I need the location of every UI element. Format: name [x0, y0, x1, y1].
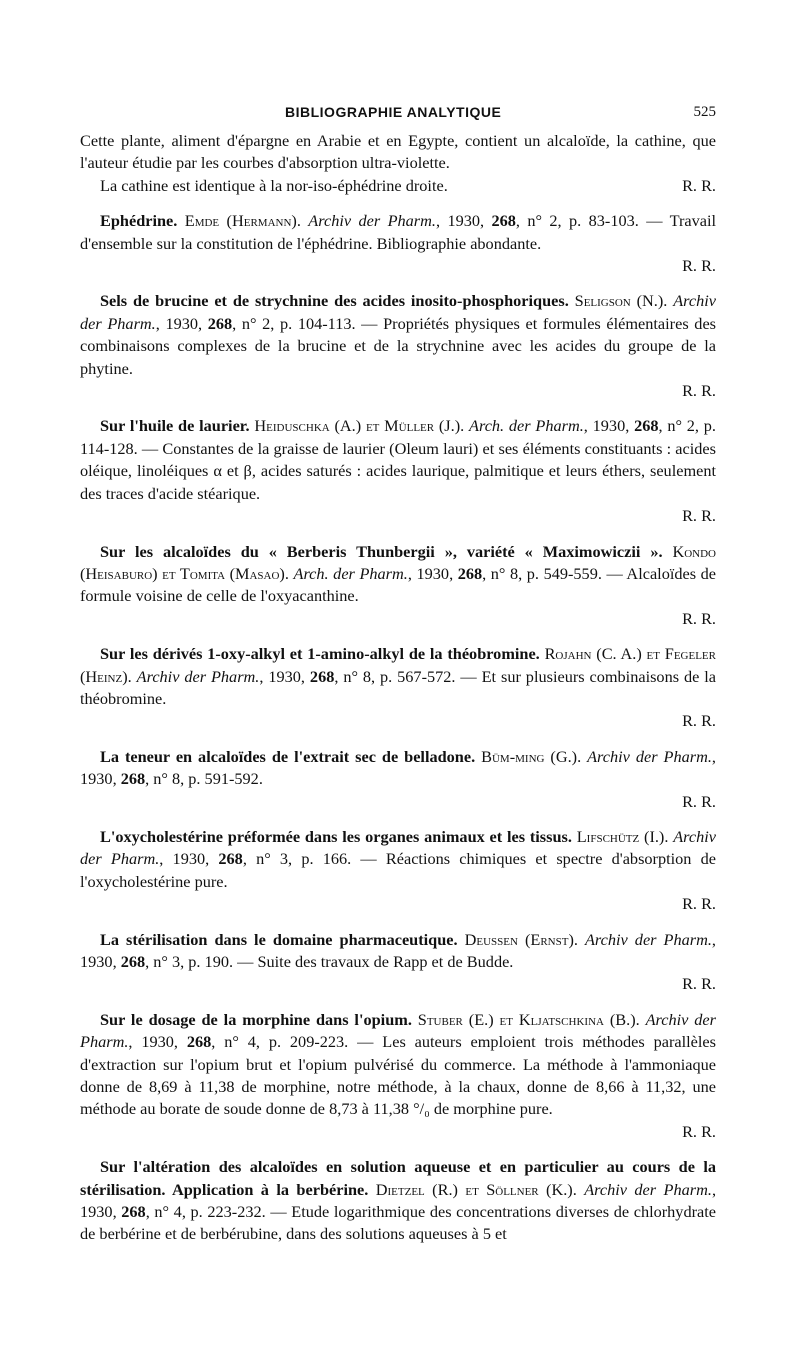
entry-pre: , 1930,	[128, 1032, 187, 1052]
entry-pre: , 1930,	[583, 416, 635, 436]
entry-journal: Archiv der Pharm.	[80, 291, 716, 333]
bibliography-entry	[80, 1009, 716, 1143]
bibliography-entry	[80, 290, 716, 402]
entry-body	[80, 826, 716, 893]
entry-title: Sur les dérivés 1-oxy-alkyl et 1-amino-alkyl de la théobromine.	[100, 644, 540, 664]
bibliography-entry	[80, 929, 716, 996]
entry-details: , n° 2, p. 83-103. — Travail d'ensemble sur la constitution de l'éphédrine. Bibliographie abondante.	[80, 211, 717, 253]
entry-volume: 268	[218, 849, 243, 869]
intro-paragraph	[80, 130, 716, 197]
entry-volume: 268	[121, 1202, 146, 1222]
entry-signature: R. R.	[682, 256, 716, 276]
entry-pre: , 1930,	[80, 1179, 717, 1222]
page-header	[80, 104, 716, 130]
entry-journal: Archiv der Pharm.	[136, 666, 260, 686]
entry-journal: Arch. der Pharm.	[469, 416, 584, 436]
bibliography-entries	[80, 210, 716, 1246]
entry-body	[80, 929, 716, 974]
document-page	[80, 104, 716, 1259]
entry-signature: R. R.	[682, 381, 716, 401]
entry-pre: , 1930,	[435, 211, 492, 231]
entry-author: Heiduschka (A.) et Müller (J.).	[254, 416, 465, 436]
signature: R. R.	[682, 175, 716, 195]
entry-journal: Archiv der Pharm.	[587, 746, 712, 766]
entry-author: Kondo (Heisaburo) et Tomita (Masao).	[80, 541, 716, 583]
entry-author: Lifschütz (I.).	[576, 826, 669, 846]
entry-author: Dietzel (R.) et Söllner (K.).	[375, 1179, 577, 1199]
entry-author: Seligson (N.).	[574, 291, 668, 311]
entry-author: Rojahn (C. A.) et Fegeler (Heinz).	[80, 644, 716, 686]
entry-body	[80, 210, 716, 255]
entry-title: Sur le dosage de la morphine dans l'opium.	[100, 1009, 412, 1029]
entry-title: Sur les alcaloïdes du « Berberis Thunbergii », variété « Maximowiczii ».	[100, 541, 663, 561]
entry-volume: 268	[186, 1032, 212, 1052]
entry-title: Sur l'altération des alcaloïdes en solution aqueuse et en particulier au cours de la stérilisation. Application à la berbérine.	[80, 1157, 716, 1199]
intro-conclusion: R. R. La cathine est identique à la nor-iso-éphédrine droite.	[80, 175, 716, 197]
entry-pre: , 1930,	[407, 563, 458, 583]
bibliography-entry	[80, 1156, 716, 1246]
entry-body	[80, 746, 716, 791]
entry-details: , n° 3, p. 166. — Réactions chimiques et spectre d'absorption de l'oxycholestérine pure.	[80, 849, 717, 891]
entry-body	[80, 1009, 716, 1121]
entry-title: Sels de brucine et de strychnine des acides inosito-phosphoriques.	[100, 291, 569, 311]
entry-volume: 268	[207, 313, 233, 333]
entry-signature: R. R.	[682, 894, 716, 914]
entry-body	[80, 541, 716, 608]
entry-author: Deussen (Ernst).	[464, 929, 578, 949]
entry-author: Emde (Hermann).	[184, 211, 301, 231]
bibliography-entry	[80, 643, 716, 733]
entry-volume: 268	[457, 563, 483, 583]
entry-journal: Arch. der Pharm.	[293, 563, 408, 583]
entry-pre: , 1930,	[155, 313, 208, 333]
page-number: 525	[693, 104, 716, 120]
entry-journal: Archiv der Pharm.	[80, 1009, 716, 1052]
entry-author: Büm-ming (G.).	[481, 746, 582, 766]
entry-pre: , 1930,	[80, 746, 716, 789]
entry-pre: , 1930,	[159, 849, 219, 869]
entry-details: , n° 8, p. 591-592.	[145, 769, 263, 789]
running-title: BIBLIOGRAPHIE ANALYTIQUE	[285, 104, 502, 120]
intro-text: Cette plante, aliment d'épargne en Arabie et en Egypte, contient un alcaloïde, la cathine, que l'auteur étudie par les courbes d'absorption ultra-violette.	[80, 131, 716, 173]
entry-signature: R. R.	[682, 791, 716, 811]
entry-volume: 268	[309, 666, 335, 686]
entry-journal: Archiv der Pharm.	[584, 1179, 712, 1199]
entry-title: L'oxycholestérine préformée dans les organes animaux et les tissus.	[100, 826, 572, 846]
entry-body	[80, 643, 716, 710]
bibliography-entry	[80, 826, 716, 916]
bibliography-entry	[80, 415, 716, 527]
entry-pre: , 1930,	[259, 666, 310, 686]
entry-title: La stérilisation dans le domaine pharmaceutique.	[100, 929, 458, 949]
entry-author: Stuber (E.) et Kljatschkina (B.).	[417, 1009, 640, 1029]
entry-title: La teneur en alcaloïdes de l'extrait sec de belladone.	[100, 746, 476, 766]
entry-body	[80, 415, 716, 505]
entry-pre: , 1930,	[80, 929, 716, 971]
entry-journal: Archiv der Pharm.	[80, 826, 717, 869]
entry-volume: 268	[634, 416, 659, 436]
entry-signature: R. R.	[682, 506, 716, 526]
entry-body	[80, 290, 716, 380]
entry-volume: 268	[120, 769, 146, 789]
entry-details: , n° 8, p. 549-559. — Alcaloïdes de formule voisine de celle de l'oxyacanthine.	[80, 563, 716, 606]
entry-body	[80, 1156, 716, 1246]
entry-details: , n° 8, p. 567-572. — Et sur plusieurs combinaisons de la théobromine.	[80, 666, 717, 708]
bibliography-entry	[80, 746, 716, 813]
bibliography-entry	[80, 210, 716, 277]
entry-volume: 268	[491, 211, 516, 231]
entry-title: Ephédrine.	[100, 211, 178, 231]
entry-details: , n° 4, p. 223-232. — Etude logarithmique des concentrations diverses de chlorhydrate de berbérine et de berbérubine, dans des solutions aqueuses à 5 et	[80, 1202, 716, 1244]
entry-volume: 268	[120, 952, 146, 971]
entry-signature: R. R.	[682, 711, 716, 731]
entry-journal: Archiv der Pharm.	[308, 211, 436, 231]
entry-details: , n° 2, p. 114-128. — Constantes de la graisse de laurier (Oleum lauri) et ses éléments constituants : acides oléique, linoléiques α et β, acides saturés : acides laurique, palmitique et leurs éthers, seulement des traces d'acide stéarique.	[80, 416, 716, 503]
bibliography-entry	[80, 541, 716, 631]
entry-signature: R. R.	[682, 608, 716, 628]
entry-details: , n° 2, p. 104-113. — Propriétés physiques et formules élémentaires des combinaisons complexes de la brucine et de la strychnine avec les acides du groupe de la phytine.	[80, 313, 717, 378]
entry-signature: R. R.	[682, 974, 716, 994]
entry-details: , n° 4, p. 209-223. — Les auteurs emploient trois méthodes parallèles d'extraction sur l'opium brut et l'opium pulvérisé du commerce. La méthode à l'ammoniaque donne de 8,69 à 11,38 de morphine, notre méthode, à la chaux, donne de 8,66 à 11,32, une méthode au borate de soude donne de 8,73 à 11,38 °/₀ de morphine pure.	[80, 1032, 716, 1119]
entry-title: Sur l'huile de laurier.	[100, 416, 250, 436]
entry-signature: R. R.	[682, 1121, 716, 1141]
entry-details: , n° 3, p. 190. — Suite des travaux de Rapp et de Budde.	[145, 952, 514, 971]
entry-journal: Archiv der Pharm.	[584, 929, 712, 949]
